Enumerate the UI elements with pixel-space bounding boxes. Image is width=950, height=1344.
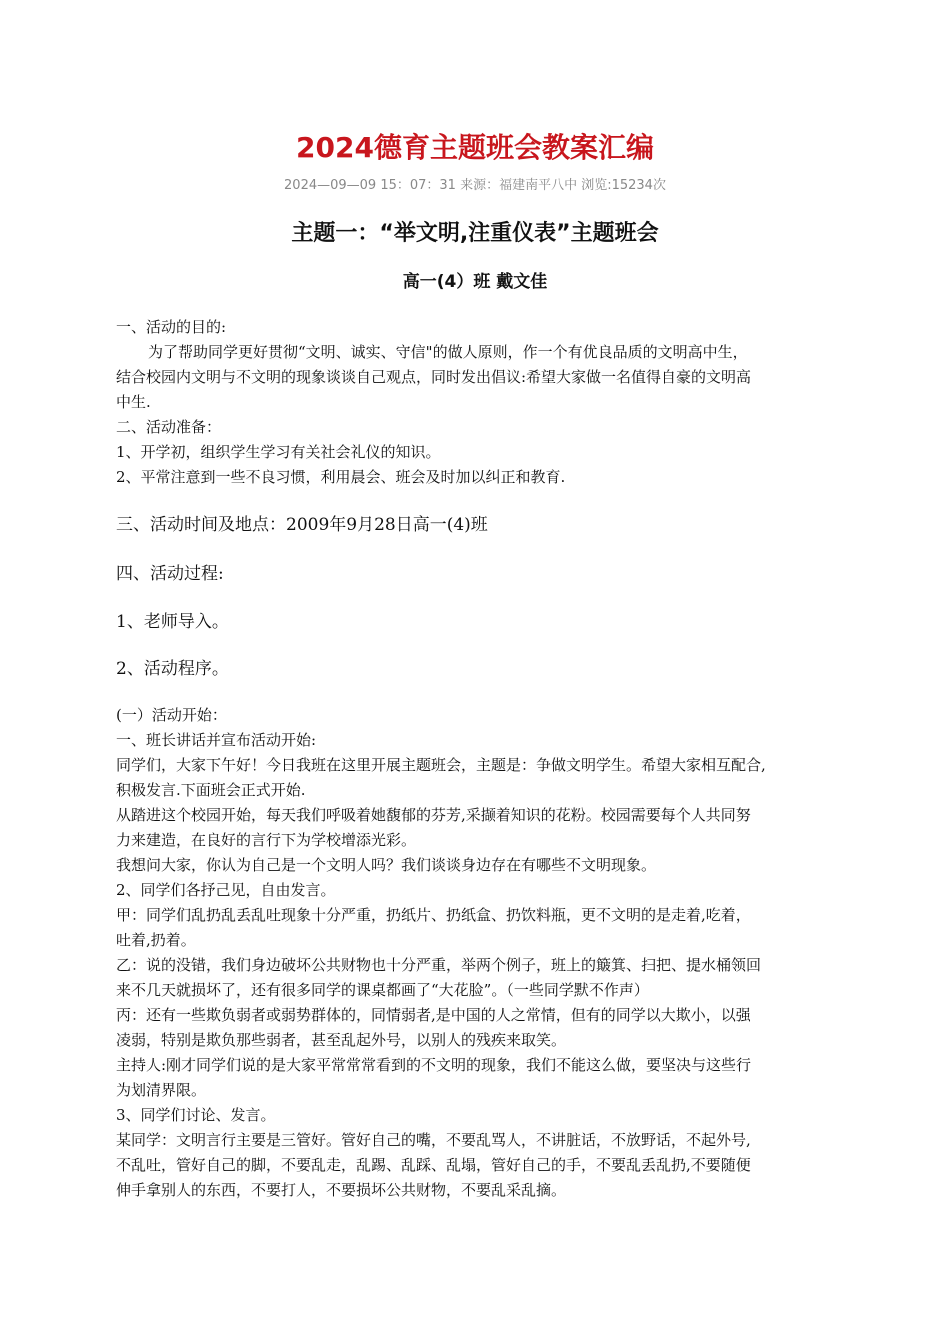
class-author: 高一(4）班 戴文佳 <box>402 272 548 292</box>
section-process-heading: 四、活动过程: <box>116 564 224 584</box>
paragraph-line: 2、平常注意到一些不良习惯，利用晨会、班会及时加以纠正和教育. <box>116 468 566 486</box>
paragraph-line: 主持人:刚才同学们说的是大家平常常常看到的不文明的现象，我们不能这么做，要坚决与这些行 <box>116 1056 752 1074</box>
paragraph-line: 2、活动程序。 <box>116 659 229 679</box>
paragraph-line: (一）活动开始： <box>116 706 227 724</box>
paragraph-line: 为划清界限。 <box>116 1081 207 1099</box>
paragraph-line: 1、老师导入。 <box>116 612 229 632</box>
paragraph-line: 丙：还有一些欺负弱者或弱势群体的，同情弱者,是中国的人之常情，但有的同学以大欺小，以强 <box>116 1006 751 1024</box>
document-title: 2024德育主题班会教案汇编 <box>296 131 654 164</box>
paragraph-line: 1、开学初，组织学生学习有关社会礼仪的知识。 <box>116 443 441 461</box>
paragraph-line: 我想问大家，你认为自己是一个文明人吗？我们谈谈身边存在有哪些不文明现象。 <box>116 856 657 874</box>
document-meta: 2024—09—09 15：07：31 来源：福建南平八中 浏览:15234次 <box>284 178 666 193</box>
paragraph-line: 伸手拿别人的东西，不要打人，不要损坏公共财物，不要乱采乱摘。 <box>116 1181 567 1199</box>
paragraph-line: 不乱吐，管好自己的脚，不要乱走，乱踢、乱踩、乱塌，管好自己的手，不要乱丢乱扔,不要随便 <box>116 1156 751 1174</box>
paragraph-line: 积极发言.下面班会正式开始. <box>116 781 306 799</box>
section-purpose-heading: 一、活动的目的: <box>116 318 227 336</box>
paragraph-line: 结合校园内文明与不文明的现象谈谈自己观点，同时发出倡议:希望大家做一名值得自豪的文明高 <box>116 368 752 386</box>
paragraph-line: 乙：说的没错，我们身边破坏公共财物也十分严重，举两个例子，班上的簸箕、扫把、提水桶领回 <box>116 956 762 974</box>
paragraph-line: 甲：同学们乱扔乱丢乱吐现象十分严重，扔纸片、扔纸盒、扔饮料瓶，更不文明的是走着,吃着， <box>116 906 751 924</box>
paragraph-line: 3、同学们讨论、发言。 <box>116 1106 276 1124</box>
section-time-place: 三、活动时间及地点：2009年9月28日高一(4)班 <box>116 515 488 535</box>
paragraph-line: 某同学：文明言行主要是三管好。管好自己的嘴，不要乱骂人，不讲脏话，不放野话，不起外号, <box>116 1131 751 1149</box>
paragraph-line: 中生. <box>116 393 151 411</box>
paragraph-line: 吐着,扔着。 <box>116 931 196 949</box>
theme-heading: 主题一：“举文明,注重仪表”主题班会 <box>291 221 659 246</box>
paragraph-line: 一、班长讲话并宣布活动开始: <box>116 731 317 749</box>
paragraph-line: 同学们，大家下午好！今日我班在这里开展主题班会，主题是：争做文明学生。希望大家相互配合, <box>116 756 766 774</box>
paragraph-line: 力来建造，在良好的言行下为学校增添光彩。 <box>116 831 417 849</box>
section-preparation-heading: 二、活动准备： <box>116 418 222 436</box>
paragraph-line: 为了帮助同学更好贯彻“文明、诚实、守信"的做人原则，作一个有优良品质的文明高中生， <box>148 343 748 361</box>
paragraph-line: 来不几天就损坏了，还有很多同学的课桌都画了“大花脸”。（一些同学默不作声） <box>116 981 649 999</box>
paragraph-line: 2、同学们各抒己见，自由发言。 <box>116 881 336 899</box>
paragraph-line: 凌弱，特别是欺负那些弱者，甚至乱起外号，以别人的残疾来取笑。 <box>116 1031 567 1049</box>
paragraph-line: 从踏进这个校园开始，每天我们呼吸着她馥郁的芬芳,采撷着知识的花粉。校园需要每个人共同努 <box>116 806 751 824</box>
